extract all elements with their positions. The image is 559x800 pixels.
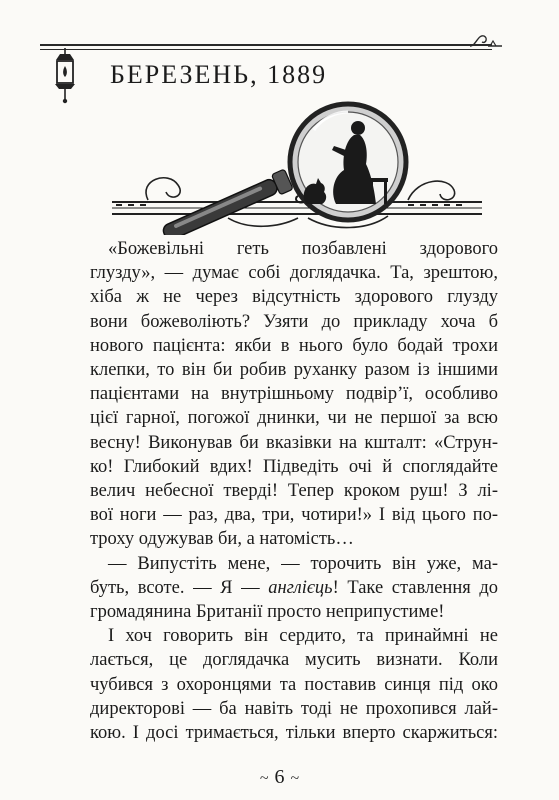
text-line: нового пацієнта: якби в нього було бодай трохи	[90, 335, 498, 356]
emphasis-word: англієць	[268, 577, 333, 598]
text-line	[90, 576, 498, 600]
paragraph-2	[90, 552, 498, 625]
text-line: чубився з охоронцями та поставив синця під око	[90, 674, 498, 695]
lantern-icon	[48, 48, 82, 104]
chapter-title: БЕРЕЗЕНЬ, 1889	[110, 60, 328, 89]
text-segment: ! Таке ставлення до	[332, 577, 499, 598]
page-footer	[0, 766, 559, 789]
paragraph-1	[90, 237, 498, 552]
text-line: пацієнтами на внутрішньому подвір’ї, особливо	[90, 384, 498, 405]
text-line: кою. І досі тримається, тільки вперто скаржиться:	[90, 723, 498, 744]
text-line: ко! Глибокий вдих! Підведіть очі й споглядайте	[90, 456, 498, 477]
text-line: вої ноги — раз, два, три, чотири!» І від цього по-	[90, 505, 498, 526]
right-flourish-icon: ~	[290, 770, 300, 787]
text-line: троху одужував би, а натомість…	[90, 529, 354, 550]
text-line: весну! Виконував би вказівки на кшталт: «Струн-	[90, 432, 498, 453]
rule-flourish-icon	[468, 28, 504, 50]
text-line: глузду», — думає собі доглядачка. Та, зрештою,	[90, 263, 498, 284]
magnifying-glass-vignette	[108, 100, 486, 235]
body-text	[90, 237, 498, 745]
text-line: громадянина Британії просто неприпустиме!	[90, 602, 445, 623]
text-line: І хоч говорить він сердито, та принаймні не	[108, 626, 498, 647]
paragraph-3	[90, 624, 498, 745]
text-line: клепки, то він би робив руханку разом із іншими	[90, 360, 498, 381]
text-line: лається, це доглядачка мусить визнати. Коли	[90, 650, 498, 671]
text-segment: буть, всоте. — Я —	[90, 577, 269, 598]
text-line: — Випустіть мене, — торочить він уже, ма-	[108, 553, 498, 574]
left-flourish-icon: ~	[259, 770, 269, 787]
text-line: «Божевільні геть позбавлені здорового	[108, 239, 498, 259]
text-line: велич небесної тверді! Тепер кроком руш! З лі-	[90, 481, 498, 502]
text-line: цієї гарної, погожої днинки, чи не першої за всю	[90, 408, 498, 429]
text-line: вони божеволіють? Узяти до прикладу хоча б	[90, 311, 498, 332]
header-rule	[40, 44, 492, 50]
text-line: директорові — ба навіть тоді не прохопився лай-	[90, 698, 498, 719]
page-number: 6	[274, 766, 285, 788]
text-line: хіба ж не через відсутність здорового глузду	[90, 287, 498, 308]
